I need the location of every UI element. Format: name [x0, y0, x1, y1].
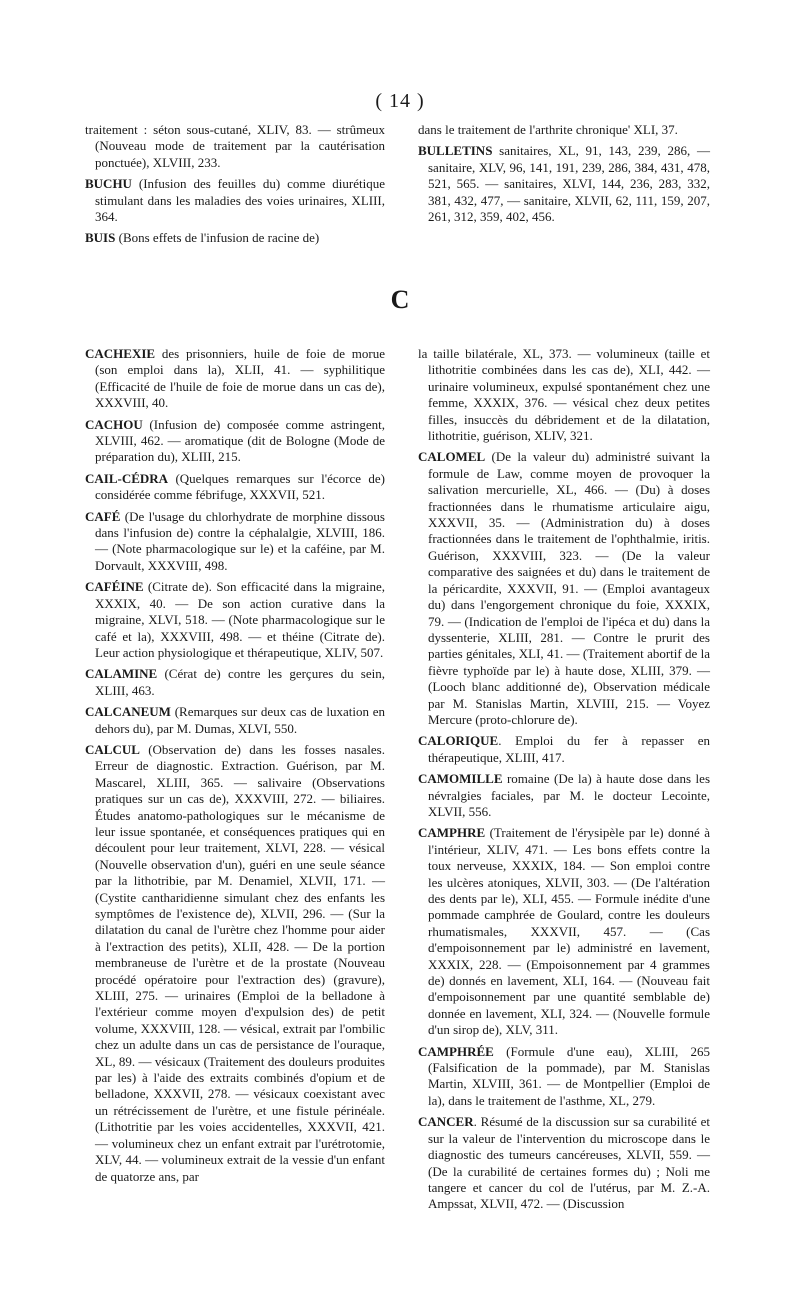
index-entry: dans le traitement de l'arthrite chronique' XLI, 37. [418, 122, 678, 137]
index-entry: traitement : séton sous-cutané, XLIV, 83. — strûmeux (Nouveau mode de traitement par la cautérisation ponctuée), XLVIII, 233. [85, 122, 385, 170]
index-entry: CAFÉINE (Citrate de). Son efficacité dans la migraine, XXXIX, 40. — De son action curative dans la migraine, XLVI, 518. — (Note pharmacologique sur le café et la), XXXVIII, 498. — et théine (Citrate de). Leur action physiologique et thérapeutique, XLIV, 507. [85, 579, 385, 660]
index-entry: la taille bilatérale, XL, 373. — volumineux (taille et lithotritie combinées dans les cas de), XLI, 442. — urinaire volumineux, expulsé spontanément chez une femme, XXXIX, 376. — vésical chez deux petites filles, insuccès du débridement et de la dilatation, lithotritie, guérison, XLIV, 321. [418, 346, 710, 444]
index-entry: CALCANEUM (Remarques sur deux cas de luxation en dehors du), par M. Dumas, XLVI, 550. [85, 704, 385, 736]
index-entry: CAMOMILLE romaine (De la) à haute dose dans les névralgies faciales, par M. le docteur Lecointe, XLVII, 556. [418, 771, 710, 819]
bottom-left-column [85, 346, 385, 1190]
index-headword: BULLETINS [418, 143, 493, 159]
index-headword: CALCUL [85, 741, 140, 757]
index-entry: BUCHU (Infusion des feuilles du) comme diurétique stimulant dans les maladies des voies urinaires, XLIII, 364. [85, 176, 385, 225]
index-headword: CALOMEL [418, 449, 486, 465]
index-entry: BUIS (Bons effets de l'infusion de racine de) [85, 230, 320, 246]
index-headword: CAIL-CÉDRA [85, 470, 169, 486]
index-entry: CAIL-CÉDRA (Quelques remarques sur l'écorce de) considérée comme fébrifuge, XXXVII, 521. [85, 470, 385, 503]
index-headword: CANCER [418, 1114, 474, 1130]
index-entry: CALORIQUE. Emploi du fer à repasser en thérapeutique, XLIII, 417. [418, 733, 710, 765]
index-headword: CALORIQUE [418, 733, 499, 749]
index-headword: CACHOU [85, 416, 143, 432]
index-entry: CACHOU (Infusion de) composée comme astringent, XLVIII, 462. — aromatique (dit de Bologne (Mode de préparation du), XLIII, 215. [85, 416, 385, 465]
index-headword: CALAMINE [85, 666, 158, 682]
index-entry: CANCER. Résumé de la discussion sur sa curabilité et sur la valeur de l'intervention du microscope dans le diagnostic des tumeurs cancéreuses, XLVII, 559. — (De la curabilité de certaines formes du) ; Noli me tangere et cancer du col de l'utérus, par M. Z.-A. Ampssat, XLVII, 472. — (Discussion [418, 1114, 710, 1212]
top-right-column [418, 122, 710, 230]
index-entry: BULLETINS sanitaires, XL, 91, 143, 239, 286, — sanitaire, XLV, 96, 141, 191, 239, 286, 384, 431, 478, 521, 565. — sanitaires, XLVI, 144, 236, 283, 332, 381, 432, 477, — sanitaire, XLVII, 62, 111, 159, 207, 261, 312, 359, 402, 456. [418, 143, 710, 225]
index-headword: BUIS [85, 230, 116, 246]
index-entry: CALAMINE (Cérat de) contre les gerçures du sein, XLIII, 463. [85, 666, 385, 698]
section-letter-heading: C [390, 285, 410, 314]
index-headword: CAMPHRÉE [418, 1043, 494, 1059]
bottom-right-column [418, 346, 710, 1218]
index-headword: CAFÉINE [85, 579, 144, 595]
index-headword: CAMPHRE [418, 825, 486, 841]
index-headword: CACHEXIE [85, 346, 156, 361]
index-headword: CAFÉ [85, 508, 121, 524]
index-headword: CALCANEUM [85, 704, 171, 720]
index-entry: CAFÉ (De l'usage du chlorhydrate de morphine dissous dans l'infusion de) contre la céphalalgie, XLVIII, 186. — (Note pharmacologique sur le) et la caféine, par M. Dorvault, XXXVIII, 498. [85, 508, 385, 573]
index-entry: CACHEXIE des prisonniers, huile de foie de morue (son emploi dans la), XLII, 41. — syphilitique (Efficacité de l'huile de foie de morue dans un cas de), XXXVIII, 40. [85, 346, 385, 411]
index-entry: CAMPHRE (Traitement de l'érysipèle par le) donné à l'intérieur, XLIV, 471. — Les bons effets contre la toux nerveuse, XXXIX, 184. — Son emploi contre les ulcères atoniques, XLVII, 303. — (De l'altération des dents par le), XLI, 455. — Formule inédite d'une pommade camphrée de Goulard, contre les douleurs rhumatismales, XXXVII, 457. — (Cas d'empoisonnement par le) administré en lavement, XXXIX, 228. — (Empoisonnement par 4 grammes de) donnés en lavement, XLI, 164. — (Nouveau fait d'empoisonnement par une quantité semblable de) donnée en lavement, XLI, 324. — (Nouvelle formule d'un sirop de), XLV, 311. [418, 825, 710, 1038]
page-number: ( 14 ) [375, 90, 425, 112]
index-headword: BUCHU [85, 176, 132, 192]
index-entry: CAMPHRÉE (Formule d'une eau), XLIII, 265 (Falsification de la pommade), par M. Stanislas Martin, XLVIII, 361. — de Montpellier (Emploi de la), dans le traitement de l'asthme, XL, 279. [418, 1043, 710, 1108]
index-headword: CAMOMILLE [418, 771, 503, 787]
index-entry: CALOMEL (De la valeur du) administré suivant la formule de Law, comme moyen de provoquer la salivation mercurielle, XL, 466. — (Du) à doses fractionnées dans le rhumatisme articulaire aigu, XXXVII, 35. — (Administration du) à doses fractionnées dans le traitement de l'ophthalmie, iritis. Guérison, XXXVIII, 323. — (De la valeur comparative des saignées et du) dans le traitement de la péricardite, XXXVII, 91. — (Emploi avantageux du) dans l'engorgement chronique du foie, XXXIX, 79. — (Indication de l'emploi de l'ipéca et du) dans la dyssenterie, XLIII, 281. — Contre le prurit des parties génitales, XLI, 41. — (Traitement abortif de la fièvre typhoïde par le) à haute dose, XLIII, 379. — (Looch blanc additionné de), Observation médicale par M. Stanislas Martin, XLVIII, 215. — Voyez Mercure (proto-chlorure de). [418, 449, 710, 727]
top-left-column [85, 122, 385, 252]
index-entry: CALCUL (Observation de) dans les fosses nasales. Erreur de diagnostic. Extraction. Guérison, par M. Mascarel, XLIII, 365. — salivaire (Observations pratiques sur un cas de), XXXVIII, 272. — biliaires. Études anatomo-pathologiques sur le mécanisme de leur issue spontanée, et conséquences pratiques qui en découlent pour leur traitement, XLVI, 228. — vésical (Nouvelle observation d'un), guéri en une seule séance par la lithotribie, par M. Denamiel, XLVII, 171. — (Cystite cantharidienne simulant chez des enfants les symptômes de l'existence de), XLVII, 296. — (Sur la dilatation du canal de l'urètre chez l'homme pour aider à l'extraction des petits), XLII, 428. — De la portion membraneuse de l'urètre et de la prostate (Nouveau procédé opératoire pour l'extraction des) (gravure), XLIII, 275. — urinaires (Emploi de la belladone à l'extérieur comme moyen d'expulsion des) de petit volume, XXXVIII, 128. — vésical, extrait par l'ombilic chez un adulte dans un cas de persistance de l'ouraque, XL, 89. — vésicaux (Traitement des douleurs produites par les) à l'aide des extraits combinés d'opium et de belladone, XXXVII, 278. — vésicaux coexistant avec un rétrécissement de l'urètre, et une fistule périnéale. (Lithotritie par les voies accidentelles, XXXVII, 421. — volumineux chez un enfant extrait par l'urétrotomie, XLV, 44. — volumineux extrait de la vessie d'un enfant de quatorze ans, par [85, 741, 385, 1184]
